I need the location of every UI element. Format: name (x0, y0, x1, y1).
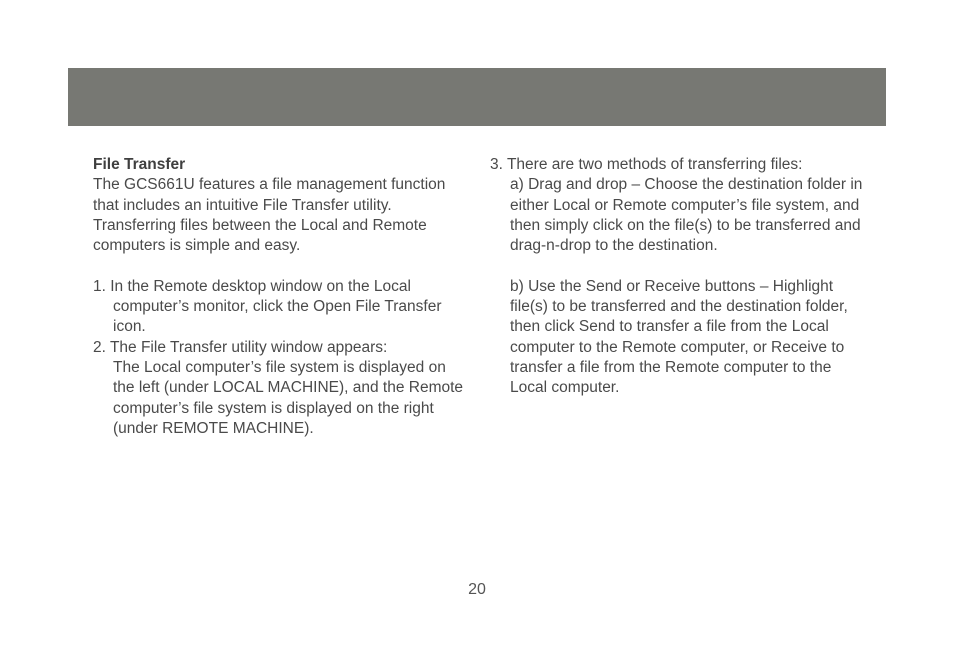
right-column (490, 155, 865, 399)
page-number: 20 (468, 581, 486, 598)
method-a: a) Drag and drop – Choose the destination folder in either Local or Remote computer’s file system, and then simply click on the file(s) to be transferred and drag-n-drop to the destination. (510, 176, 863, 255)
method-b: b) Use the Send or Receive buttons – Highlight file(s) to be transferred and the destination folder, then click Send to transfer a file from the Local computer to the Remote computer, or Receive to transfer a file from the Remote computer to the Local computer. (510, 277, 848, 397)
spacer (93, 256, 468, 276)
intro-paragraph: The GCS661U features a file management function that includes an intuitive File Transfer utility. Transferring files between the Local and Remote computers is simple and easy. (93, 176, 446, 255)
step-1: 1. In the Remote desktop window on the Local computer’s monitor, click the Open File Transfer icon. (93, 277, 442, 336)
section-title: File Transfer (93, 156, 186, 173)
header-band (68, 68, 886, 126)
step-2-detail: The Local computer’s file system is displayed on the left (under LOCAL MACHINE), and the Remote computer’s file system is displayed on the right (under REMOTE MACHINE). (113, 358, 464, 437)
spacer (490, 256, 865, 276)
left-column (93, 155, 468, 439)
step-3: 3. There are two methods of transferring files: (490, 156, 803, 173)
step-2: 2. The File Transfer utility window appears: (93, 338, 388, 356)
